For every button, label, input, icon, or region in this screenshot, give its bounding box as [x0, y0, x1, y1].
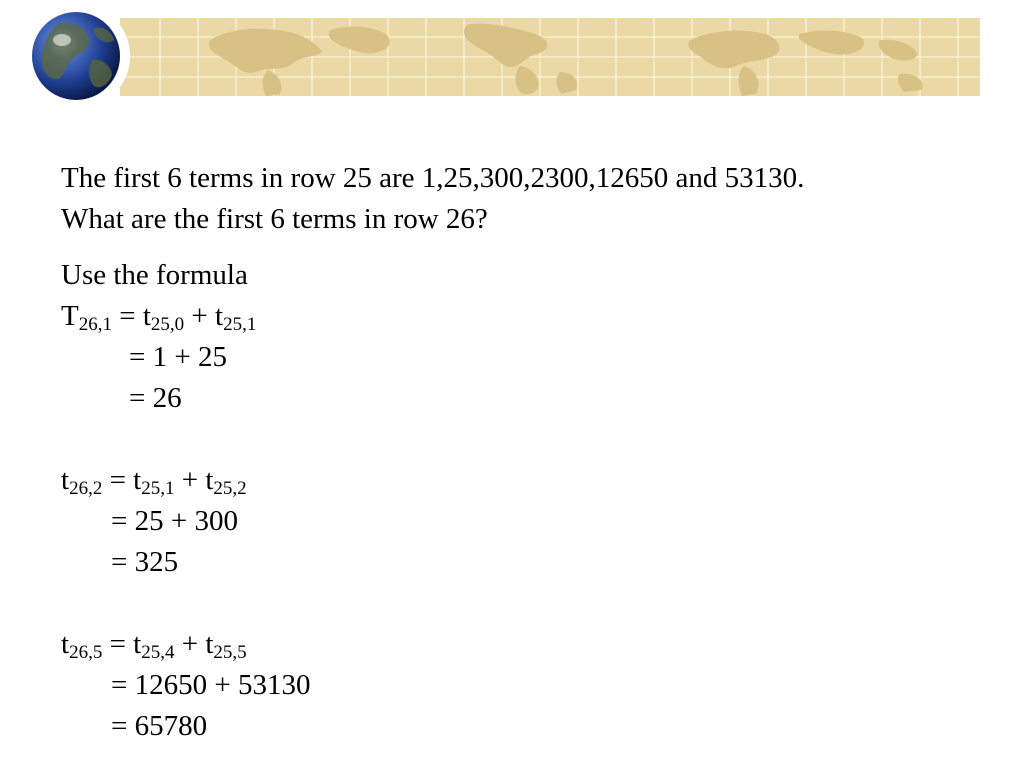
formula-line-2	[61, 460, 1001, 501]
term1-subscript: 25,1	[141, 478, 175, 499]
term2-subscript: 25,2	[213, 478, 247, 499]
question-line-1: The first 6 terms in row 25 are 1,25,300,2300,12650 and 53130.	[61, 162, 805, 194]
calc1-step-1: = 1 + 25	[129, 341, 227, 373]
lhs-subscript: 26,1	[78, 314, 112, 335]
equals-t: = t	[102, 628, 142, 660]
plus-t: + t	[174, 628, 214, 660]
calc2-step-1: = 25 + 300	[111, 505, 238, 537]
lhs-letter: t	[61, 628, 70, 660]
equals-t: = t	[111, 300, 151, 332]
calc3-step-1: = 12650 + 53130	[111, 669, 311, 701]
header-banner	[0, 0, 1024, 110]
calc1-step-2: = 26	[129, 382, 182, 414]
formula-line-1	[61, 296, 1001, 337]
question-line-2: What are the first 6 terms in row 26?	[61, 203, 488, 235]
slide-content	[61, 158, 1001, 747]
formula-intro: Use the formula	[61, 259, 248, 291]
calc2-step-2: = 325	[111, 546, 179, 578]
world-map-banner	[0, 0, 1024, 110]
plus-t: + t	[184, 300, 224, 332]
term2-subscript: 25,5	[213, 642, 247, 663]
globe-icon	[32, 12, 120, 100]
term1-subscript: 25,4	[141, 642, 175, 663]
plus-t: + t	[174, 464, 214, 496]
term1-subscript: 25,0	[150, 314, 185, 335]
term2-subscript: 25,1	[223, 314, 257, 335]
calc3-step-2: = 65780	[111, 710, 208, 742]
lhs-letter: T	[61, 300, 79, 332]
lhs-subscript: 26,5	[69, 642, 103, 663]
formula-line-3	[61, 624, 1001, 665]
lhs-subscript: 26,2	[69, 478, 103, 499]
lhs-letter: t	[61, 464, 70, 496]
equals-t: = t	[102, 464, 142, 496]
